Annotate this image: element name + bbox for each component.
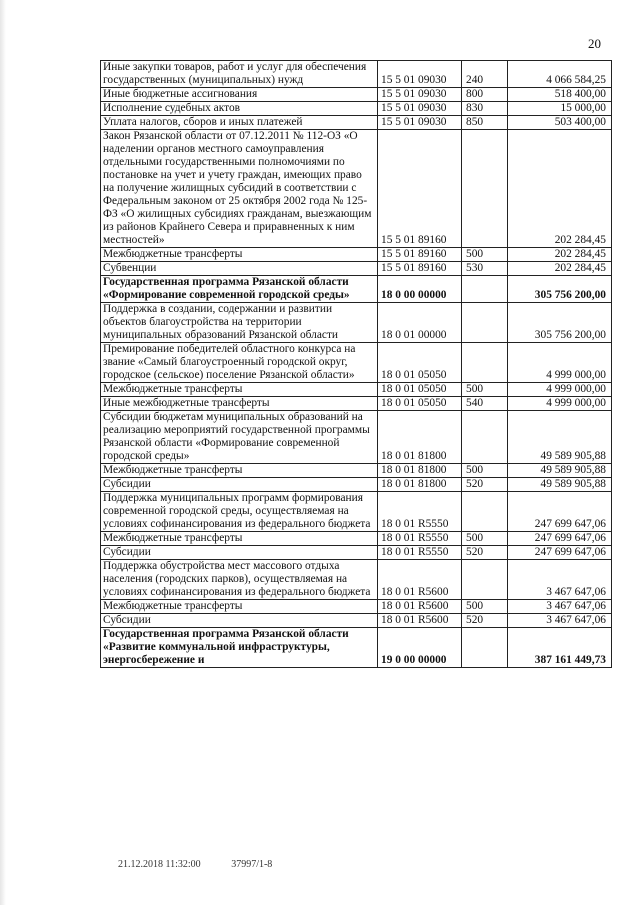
- row-sum: 15 000,00: [508, 102, 612, 116]
- row-name: Субсидии бюджетам муниципальных образований на реализацию мероприятий государственной программы Рязанской области «Формирование современной городской среды»: [101, 411, 378, 464]
- row-type: 500: [462, 464, 508, 478]
- row-sum: 202 284,45: [508, 262, 612, 276]
- table-row: [101, 383, 612, 397]
- table-row: [101, 248, 612, 262]
- row-name: Субсидии: [101, 546, 378, 560]
- row-name: Межбюджетные трансферты: [101, 600, 378, 614]
- row-type: 500: [462, 248, 508, 262]
- row-name: Поддержка в создании, содержании и развитии объектов благоустройства на территории муниципальных образований Рязанской области: [101, 303, 378, 343]
- row-code: 18 0 01 R5600: [378, 560, 462, 600]
- row-type: 520: [462, 546, 508, 560]
- row-name: Премирование победителей областного конкурса на звание «Самый благоустроенный городской округ, городское (сельское) поселение Рязанской области»: [101, 343, 378, 383]
- row-name: Иные бюджетные ассигнования: [101, 88, 378, 102]
- row-name: Субсидии: [101, 614, 378, 628]
- row-name: Закон Рязанской области от 07.12.2011 № 112-ОЗ «О наделении органов местного самоуправления отдельными государственными полномочиями по постановке на учет и учету граждан, имеющих право на получение жилищных субсидий в соответствии с Федеральным законом от 25 октября 2002 года № 125-ФЗ «О жилищных субсидиях гражданам, выезжающим из районов Крайнего Севера и приравненных к ним местностей»: [101, 130, 378, 248]
- budget-table: [100, 60, 612, 668]
- table-row: [101, 303, 612, 343]
- footer-datetime: 21.12.2018 11:32:00: [118, 859, 201, 870]
- row-sum: 4 999 000,00: [508, 343, 612, 383]
- row-type: 520: [462, 614, 508, 628]
- row-type: [462, 276, 508, 303]
- row-code: 19 0 00 00000: [378, 628, 462, 668]
- row-type: [462, 130, 508, 248]
- table-row: [101, 276, 612, 303]
- table-row: [101, 343, 612, 383]
- row-type: 500: [462, 600, 508, 614]
- row-type: 850: [462, 116, 508, 130]
- table-row: [101, 464, 612, 478]
- row-code: 15 5 01 09030: [378, 61, 462, 88]
- footer: [118, 859, 300, 870]
- table-row: [101, 600, 612, 614]
- row-code: 18 0 01 05050: [378, 343, 462, 383]
- row-type: 540: [462, 397, 508, 411]
- row-code: 18 0 01 05050: [378, 383, 462, 397]
- row-type: [462, 343, 508, 383]
- row-code: 18 0 01 R5600: [378, 614, 462, 628]
- row-code: 18 0 01 81800: [378, 464, 462, 478]
- row-code: 18 0 01 81800: [378, 478, 462, 492]
- row-name: Государственная программа Рязанской области «Развитие коммунальной инфраструктуры, энергосбережение и: [101, 628, 378, 668]
- table-row: [101, 411, 612, 464]
- row-code: 15 5 01 09030: [378, 88, 462, 102]
- row-type: 240: [462, 61, 508, 88]
- row-sum: 49 589 905,88: [508, 464, 612, 478]
- row-type: 800: [462, 88, 508, 102]
- row-type: [462, 628, 508, 668]
- table-row: [101, 478, 612, 492]
- row-code: 18 0 01 R5550: [378, 492, 462, 532]
- row-name: Поддержка обустройства мест массового отдыха населения (городских парков), осуществляемая на условиях софинансирования из федерального бюджета: [101, 560, 378, 600]
- row-name: Исполнение судебных актов: [101, 102, 378, 116]
- row-sum: 305 756 200,00: [508, 303, 612, 343]
- row-sum: 202 284,45: [508, 248, 612, 262]
- row-name: Уплата налогов, сборов и иных платежей: [101, 116, 378, 130]
- row-sum: 247 699 647,06: [508, 532, 612, 546]
- row-sum: 247 699 647,06: [508, 492, 612, 532]
- table-row: [101, 397, 612, 411]
- row-sum: 49 589 905,88: [508, 478, 612, 492]
- row-code: 18 0 01 81800: [378, 411, 462, 464]
- row-name: Поддержка муниципальных программ формирования современной городской среды, осуществляемая на условиях софинансирования из федерального бюджета: [101, 492, 378, 532]
- row-sum: 4 999 000,00: [508, 397, 612, 411]
- row-sum: 503 400,00: [508, 116, 612, 130]
- table-row: [101, 628, 612, 668]
- table-row: [101, 88, 612, 102]
- row-name: Межбюджетные трансферты: [101, 464, 378, 478]
- row-sum: 305 756 200,00: [508, 276, 612, 303]
- page-number: 20: [588, 36, 601, 51]
- row-code: 18 0 01 R5550: [378, 546, 462, 560]
- table-row: [101, 61, 612, 88]
- row-sum: 4 999 000,00: [508, 383, 612, 397]
- budget-table-body: [101, 61, 612, 668]
- row-name: Межбюджетные трансферты: [101, 248, 378, 262]
- row-name: Субвенции: [101, 262, 378, 276]
- row-sum: 3 467 647,06: [508, 614, 612, 628]
- table-row: [101, 614, 612, 628]
- row-code: 18 0 01 00000: [378, 303, 462, 343]
- row-code: 18 0 01 R5550: [378, 532, 462, 546]
- row-sum: 3 467 647,06: [508, 560, 612, 600]
- row-code: 18 0 01 R5600: [378, 600, 462, 614]
- row-type: 500: [462, 383, 508, 397]
- row-sum: 4 066 584,25: [508, 61, 612, 88]
- row-code: 15 5 01 09030: [378, 116, 462, 130]
- table-row: [101, 116, 612, 130]
- scan-edge: [0, 0, 6, 905]
- row-name: Иные межбюджетные трансферты: [101, 397, 378, 411]
- row-code: 18 0 00 00000: [378, 276, 462, 303]
- row-type: 520: [462, 478, 508, 492]
- row-name: Межбюджетные трансферты: [101, 383, 378, 397]
- row-name: Субсидии: [101, 478, 378, 492]
- row-sum: 247 699 647,06: [508, 546, 612, 560]
- row-sum: 202 284,45: [508, 130, 612, 248]
- table-row: [101, 102, 612, 116]
- table-row: [101, 262, 612, 276]
- row-type: [462, 411, 508, 464]
- row-sum: 518 400,00: [508, 88, 612, 102]
- footer-doc-id: 37997/1-8: [231, 859, 273, 870]
- row-code: 15 5 01 89160: [378, 262, 462, 276]
- row-name: Иные закупки товаров, работ и услуг для обеспечения государственных (муниципальных) нужд: [101, 61, 378, 88]
- row-type: 830: [462, 102, 508, 116]
- row-type: [462, 303, 508, 343]
- table-row: [101, 546, 612, 560]
- row-name: Государственная программа Рязанской области «Формирование современной городской среды»: [101, 276, 378, 303]
- row-sum: 3 467 647,06: [508, 600, 612, 614]
- row-name: Межбюджетные трансферты: [101, 532, 378, 546]
- table-row: [101, 532, 612, 546]
- table-row: [101, 492, 612, 532]
- row-type: [462, 492, 508, 532]
- row-code: 15 5 01 89160: [378, 248, 462, 262]
- row-type: 530: [462, 262, 508, 276]
- row-sum: 387 161 449,73: [508, 628, 612, 668]
- row-sum: 49 589 905,88: [508, 411, 612, 464]
- row-type: [462, 560, 508, 600]
- table-row: [101, 560, 612, 600]
- row-code: 15 5 01 09030: [378, 102, 462, 116]
- row-code: 15 5 01 89160: [378, 130, 462, 248]
- row-code: 18 0 01 05050: [378, 397, 462, 411]
- table-row: [101, 130, 612, 248]
- row-type: 500: [462, 532, 508, 546]
